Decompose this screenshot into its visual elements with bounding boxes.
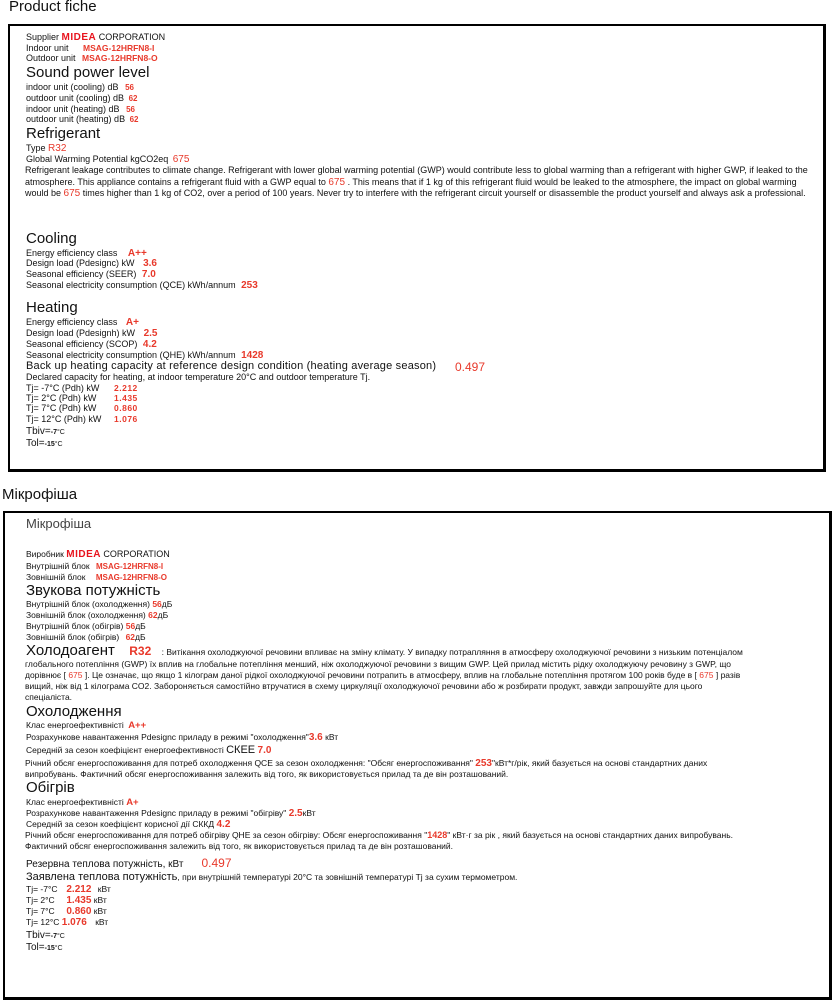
sound-unit: дБ (161, 599, 173, 609)
label: Середній за сезон коефіцієнт корисної дії СККД (26, 819, 215, 829)
supplier-label: Виробник (26, 549, 64, 559)
ref-text-part: ] разів (715, 670, 741, 680)
refrigerant-heading: Refrigerant (26, 125, 101, 142)
cooling-heading: Cooling (26, 230, 77, 247)
sound-value: 62 (128, 94, 138, 103)
sound-power-heading: Sound power level (26, 64, 150, 81)
qhe-value: 1428 (241, 350, 264, 361)
sound-unit: дБ (135, 621, 146, 631)
tj-label: Tj= 12°C (Pdh) kW (26, 414, 102, 424)
tj-row (26, 414, 138, 424)
indoor-label: Внутрішній блок (26, 561, 90, 571)
gwp-inline-value: 675 (63, 188, 81, 199)
ua-sound-row (26, 621, 146, 631)
ua-qhe-text (25, 830, 825, 852)
scop-value: 4.2 (216, 819, 231, 830)
ref-text-line (25, 177, 825, 189)
tj-unit: кВт (97, 884, 111, 894)
qhe-part: Річний обсяг енергоспоживання для потреб обігріву QHE за сезон обігріву: Обсяг енергоспоживання " (25, 830, 428, 840)
sound-value: 62 (125, 632, 136, 642)
tj-label: Tj= 2°C (Pdh) kW (26, 393, 97, 403)
unit: кВт (302, 808, 316, 818)
ua-tj-row (26, 917, 108, 928)
sound-value: 62 (148, 610, 158, 620)
declared-title: Заявлена теплова потужність (26, 871, 178, 883)
backup-heating-value: 0.497 (455, 360, 486, 374)
seer-value: 7.0 (257, 745, 272, 756)
tbiv-value: -7 (50, 429, 57, 436)
label: Seasonal electricity consumption (QHE) kWh/annum (26, 350, 236, 360)
ua-cooling-heading: Охолодження (26, 703, 122, 720)
seer-value: 7.0 (141, 269, 156, 280)
ua-scop-row (26, 819, 230, 830)
label: Seasonal efficiency (SEER) (26, 269, 137, 279)
label: Розрахункове навантаження Pdesignc приладу в режимі "обігріву" (26, 808, 287, 818)
label: Energy efficiency class (26, 317, 118, 327)
tbiv-row (26, 426, 65, 437)
qce-line: випробувань. Фактичний обсяг енергоспоживання залежить від того, як використовується прилад та де він розташований. (25, 769, 509, 779)
ua-tol-row (26, 942, 63, 953)
sound-label: indoor unit (heating) dB (26, 104, 120, 114)
tol-row (26, 438, 63, 449)
backup-value: 0.497 (201, 856, 232, 870)
refrigerant-type-row (26, 143, 66, 154)
heating-design-value: 2.5 (288, 808, 303, 819)
gwp-label: Global Warming Potential kgCO2eq (26, 154, 169, 164)
ref-text-line: спеціаліста. (25, 692, 73, 702)
ua-refrigerant-heading: Холодоагент (26, 642, 115, 659)
qhe-part: " кВт·г за рік , який базується на основі стандартних даних випробувань. (447, 830, 733, 840)
gwp-row (26, 154, 189, 165)
deg-unit: °C (56, 429, 65, 436)
tj-row (26, 393, 138, 403)
sound-row (26, 93, 137, 103)
gwp-value: 675 (172, 154, 190, 165)
sound-label: Зовнішній блок (охолодження) (26, 610, 146, 620)
qhe-value: 1428 (427, 830, 448, 840)
tj-value: 0.860 (114, 403, 138, 413)
type-value: R32 (48, 143, 67, 154)
supplier-rest: CORPORATION (98, 32, 166, 42)
label: Клас енергоефективністі (26, 720, 124, 730)
cooling-design-value: 3.6 (143, 258, 157, 269)
ua-tj-row (26, 906, 107, 917)
declared-capacity-label: Declared capacity for heating, at indoor temperature 20°C and outdoor temperature Tj. (26, 372, 371, 382)
label: Seasonal efficiency (SCOP) (26, 339, 138, 349)
ua-seer-row (26, 744, 271, 756)
ua-declared-row (26, 871, 517, 883)
indoor-unit-model: MSAG-12HRFN8-I (83, 43, 155, 53)
ua-sound-row (26, 599, 172, 609)
ua-refrigerant-row (26, 642, 743, 659)
ref-text-line: глобального потепління (GWP) їх вплив на глобальне потепління менший, ніж охолоджуючої речовини з вищим GWP. Цей прилад містить рідку охолоджуючу речовину з GWP, що (25, 659, 731, 669)
ua-indoor-row (26, 561, 163, 571)
tbiv-value: -7 (50, 933, 57, 940)
tj-label: Tj= 12°C (26, 917, 60, 927)
cooling-class-value: A++ (128, 720, 147, 731)
label: Розрахункове навантаження Pdesignc приладу в режимі "охолодження" (26, 732, 309, 742)
ua-sound-row (26, 632, 146, 642)
supplier-label: Supplier (26, 32, 60, 42)
ref-text-part: would be (25, 188, 62, 198)
sound-value: 56 (126, 105, 135, 114)
ua-supplier-row (26, 549, 170, 560)
microfiche-box-title: Мікрофіша (26, 516, 92, 531)
sound-unit: дБ (135, 632, 146, 642)
qce-part: "кВт*г/рік, який базується на основі стандартних даних (491, 758, 708, 768)
microfiche-title: Мікрофіша (2, 486, 78, 503)
supplier-row (26, 32, 165, 43)
sound-row (26, 114, 139, 124)
tj-unit: кВт (95, 917, 109, 927)
ref-text-part: times higher than 1 kg of CO2, over a period of 100 years. Never try to interfere with the refrigerant circuit yourself or disassemble the product yourself and always ask a professional. (82, 188, 806, 198)
cooling-class-value: A++ (127, 248, 147, 259)
product-fiche-title: Product fiche (9, 0, 97, 15)
tj-unit: кВт (93, 895, 107, 905)
ref-text-part: дорівнює [ (25, 670, 66, 680)
tj-label: Tj= 7°C (Pdh) kW (26, 403, 97, 413)
supplier-rest: CORPORATION (103, 549, 170, 559)
gwp-inline-value: 675 (328, 176, 346, 188)
cooling-design-row (26, 258, 157, 269)
scop-row (26, 339, 157, 350)
ref-text-line: Refrigerant leakage contributes to climate change. Refrigerant with lower global warming potential (GWP) would contribute less to global warming than a refrigerant with higher GWP, if leaked to the (25, 165, 808, 175)
sound-value: 62 (129, 115, 139, 124)
ua-cooling-class-row (26, 720, 146, 731)
declared-rest: , при внутрішній температурі 20°C та зовнішній температурі Tj за сухим термометром. (177, 872, 518, 882)
ua-qce-text (25, 758, 825, 780)
tj-value: 1.076 (61, 917, 87, 928)
ua-cooling-design-row (26, 732, 338, 743)
outdoor-model: MSAG-12HRFN8-O (95, 573, 167, 582)
heating-heading: Heating (26, 299, 78, 316)
sound-value: 56 (152, 599, 162, 609)
heating-class-value: A+ (126, 797, 139, 808)
tj-label: Tj= 7°C (26, 906, 55, 916)
refrigerant-description (25, 165, 825, 200)
qhe-line: Фактичний обсяг енергоспоживання залежить від того, як використовується прилад та де він розташований. (25, 841, 454, 851)
qhe-line (25, 830, 825, 841)
indoor-unit-row (26, 43, 154, 53)
heating-design-row (26, 328, 157, 339)
deg-unit: °C (56, 933, 65, 940)
ua-outdoor-row (26, 572, 167, 582)
ref-text-part: atmosphere. This appliance contains a refrigerant fluid with a GWP equal to (25, 176, 326, 187)
ua-sound-row (26, 610, 168, 620)
sound-label: outdoor unit (heating) dB (26, 114, 126, 124)
ua-heating-design-row (26, 808, 316, 819)
tbiv-label: Tbiv= (26, 426, 51, 437)
label: Design load (Pdesignh) kW (26, 328, 136, 338)
sound-row (26, 82, 134, 92)
tj-value: 2.212 (114, 383, 138, 393)
ua-heating-class-row (26, 797, 139, 808)
label: Середній за сезон коефіцієнт енергоефективності (26, 745, 224, 755)
ref-text-line (25, 670, 825, 681)
sound-label: indoor unit (cooling) dB (26, 82, 119, 92)
tol-label: Tol= (26, 942, 45, 953)
tj-value: 0.860 (66, 906, 92, 917)
scop-value: 4.2 (142, 339, 157, 350)
qce-value: 253 (241, 280, 258, 291)
ref-text-line (25, 188, 825, 200)
label: Design load (Pdesignc) kW (26, 258, 135, 268)
tol-label: Tol= (26, 438, 45, 449)
type-label: Type (26, 143, 46, 153)
outdoor-unit-label: Outdoor unit (26, 53, 76, 63)
outdoor-label: Зовнішній блок (26, 572, 86, 582)
tj-row (26, 383, 138, 393)
tj-value: 1.076 (114, 414, 138, 424)
ua-heating-heading: Обігрів (26, 779, 75, 796)
qce-part: Річний обсяг енергоспоживання для потреб охолодження QCE за сезон охолодження: "Обсяг енергоспоживання" (25, 758, 473, 768)
tj-label: Tj= -7°C (Pdh) kW (26, 383, 100, 393)
ref-text-part: . This means that if 1 kg of this refrigerant fluid would be leaked to the atmosphere, the impact on global warming (347, 176, 797, 187)
indoor-unit-label: Indoor unit (26, 43, 69, 53)
label: Клас енергоефективністі (26, 797, 124, 807)
deg-unit: °C (54, 441, 63, 448)
deg-unit: °C (54, 945, 63, 952)
sound-row (26, 104, 135, 114)
sound-unit: дБ (157, 610, 169, 620)
ua-tbiv-row (26, 930, 65, 941)
sound-value: 56 (125, 621, 136, 631)
gwp-inline-value: 675 (699, 670, 714, 680)
supplier-brand: MIDEA (61, 32, 97, 43)
tol-value: -15 (44, 945, 55, 952)
cooling-design-value: 3.6 (308, 732, 323, 743)
label: Energy efficiency class (26, 248, 118, 258)
outdoor-unit-model: MSAG-12HRFN8-O (82, 53, 158, 63)
tj-value: 1.435 (114, 393, 138, 403)
sound-value: 56 (125, 83, 134, 92)
seer-abbr: СКЕЕ (226, 744, 256, 756)
tj-row (26, 403, 138, 413)
seer-row (26, 269, 156, 280)
ua-refrigerant-type: R32 (129, 644, 152, 658)
qce-row (26, 280, 258, 291)
ref-text-line: вищий, ніж від 1 кілограма CO2. Забороняється самостійно втручатися в схему циркуляції охолоджуючої речовини або ж розбирати продукт, завжди запрошуйте для цього (25, 681, 703, 691)
gwp-inline-value: 675 (68, 670, 83, 680)
tj-value: 2.212 (66, 884, 92, 895)
heating-design-value: 2.5 (143, 328, 158, 339)
tj-unit: кВт (93, 906, 107, 916)
outdoor-unit-row (26, 53, 158, 63)
ua-tj-row (26, 895, 107, 906)
qce-line (25, 758, 825, 769)
ref-text-part: ]. Це означає, що якщо 1 кілограм даної рідкої охолоджуючої речовини потрапить в атмосферу, вплив на глобальне потепління протягом 100 років буде в [ (84, 670, 697, 680)
ua-refrigerant-description (25, 659, 825, 703)
heating-class-value: A+ (125, 317, 139, 328)
backup-heating-label: Back up heating capacity at reference design condition (heating average season) (26, 360, 437, 372)
unit: кВт (325, 732, 339, 742)
sound-label: Зовнішній блок (обігрів) (26, 632, 120, 642)
ref-text-line: : Витікання охолоджуючої речовини впливає на зміну клімату. У випадку потрапляння в атмосферу охолоджуючої речовини з низьким потенціалом (161, 647, 743, 657)
sound-label: Внутрішній блок (охолодження) (26, 599, 150, 609)
label: Seasonal electricity consumption (QCE) kWh/annum (26, 280, 236, 290)
tj-label: Tj= 2°C (26, 895, 55, 905)
ua-sound-heading: Звукова потужність (26, 582, 161, 599)
backup-label: Резервна теплова потужність, кВт (26, 859, 184, 870)
tol-value: -15 (44, 441, 55, 448)
sound-label: Внутрішній блок (обігрів) (26, 621, 124, 631)
qce-value: 253 (475, 758, 492, 769)
ua-backup-row (26, 856, 232, 870)
supplier-brand: MIDEA (66, 549, 102, 560)
tj-label: Tj= -7°C (26, 884, 58, 894)
indoor-model: MSAG-12HRFN8-I (96, 562, 164, 571)
heating-class-row (26, 317, 139, 328)
ua-tj-row (26, 884, 111, 895)
tj-value: 1.435 (66, 895, 92, 906)
tbiv-label: Tbiv= (26, 930, 51, 941)
sound-label: outdoor unit (cooling) dB (26, 93, 125, 103)
